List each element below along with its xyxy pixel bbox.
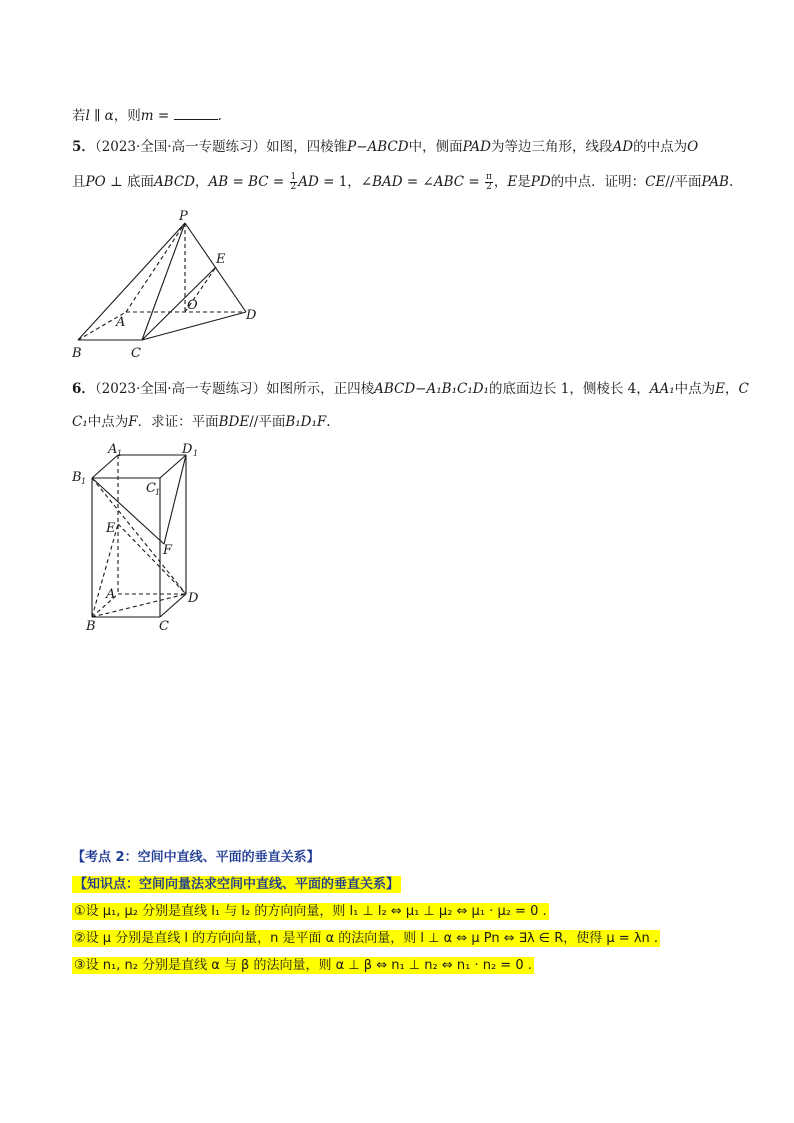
q5-seg: AD [612, 139, 634, 155]
q5-e: E [507, 174, 518, 190]
label-p: P [179, 209, 188, 224]
q4-end: . [217, 108, 222, 124]
q5-ab: AB [208, 174, 229, 190]
q5-text-b: 中，侧面 [408, 139, 463, 155]
q5-perp: ⊥ [105, 174, 127, 190]
label-d: D [188, 591, 199, 606]
q5-eq-b: = [228, 174, 249, 190]
q6-f: F [128, 414, 138, 430]
q5-pd: PD [530, 174, 551, 190]
q4-par: ∥ [89, 108, 105, 124]
q6-e: E [715, 381, 726, 397]
q6-text-b: 的底面边长 1，侧棱长 4， [488, 381, 650, 397]
q6-text-a: 如图所示，正四棱 [266, 381, 375, 397]
q4-m: m [140, 108, 154, 124]
label-a: A [116, 315, 126, 330]
q5-l2-g: . [728, 174, 734, 190]
q5-eq-f: = 1， [318, 174, 361, 190]
label-c: C [131, 346, 141, 361]
label-b: B [86, 619, 96, 634]
q5-ad: AD [298, 174, 319, 190]
q6-source: （2023·全国·高一专题练习） [94, 381, 267, 397]
pi-fraction [485, 173, 493, 192]
q5-l2-c: ， [493, 174, 508, 190]
pi-den: 2 [486, 182, 492, 192]
q6-l2-b: 中点为 [87, 414, 129, 430]
label-f: F [163, 543, 173, 558]
rule-1 [72, 900, 660, 919]
label-d1: D [182, 442, 193, 457]
q6-line1 [72, 377, 749, 397]
pi-num: π [485, 172, 492, 182]
q5-l2-e: 的中点．证明： [550, 174, 646, 190]
half-den: 2 [290, 182, 297, 192]
label-o: O [187, 298, 198, 313]
q4-mid: ，则 [113, 108, 141, 124]
q5-text-a: 如图，四棱锥 [266, 139, 348, 155]
knowledge-text: 【知识点：空间向量法求空间中直线、平面的垂直关系】 [74, 877, 400, 892]
q5-source: （2023·全国·高一专题练习） [94, 139, 267, 155]
q6-prism: ABCD−A₁B₁C₁D₁ [374, 381, 489, 397]
q6-text-c: 中点为 [674, 381, 716, 397]
label-c1: C [146, 481, 156, 496]
sub-c1: 1 [155, 488, 161, 497]
half-fraction [290, 173, 298, 192]
rule-3-text: ③设 n₁, n₂ 分别是直线 α 与 β 的法向量，则 α ⊥ β ⇔ n₁ ⊥ n₂ ⇔ n₁ · n₂ = 0 . [74, 958, 532, 973]
q6-l2-c: ．求证：平面 [137, 414, 219, 430]
sub-d1: 1 [193, 449, 199, 458]
half-num: 1 [290, 172, 297, 182]
q5-angle: ∠BAD = ∠ABC = [360, 174, 484, 190]
label-a1: A [108, 442, 118, 457]
q4-l: l [85, 108, 90, 124]
q5-l2-a: 且 [72, 174, 86, 190]
q6-c-end: C [738, 381, 749, 397]
q6-l2-e: . [326, 414, 331, 430]
q5-line2 [72, 170, 733, 192]
q5-text-c: 为等边三角形，线段 [491, 139, 613, 155]
label-d: D [246, 308, 257, 323]
rule-2 [72, 927, 660, 946]
label-e: E [106, 521, 116, 536]
q6-l2-d: //平面 [249, 414, 286, 430]
q5-o: O [687, 139, 699, 155]
q4-eq: = [153, 108, 174, 124]
rule-3 [72, 954, 660, 973]
q6-c1: C₁ [72, 414, 88, 430]
label-c: C [159, 619, 169, 634]
q5-pyramid: P−ABCD [347, 139, 409, 155]
q5-base: ABCD [153, 174, 196, 190]
q6-aa1: AA₁ [649, 381, 675, 397]
q5-pab: PAB [701, 174, 729, 190]
q5-l2-b: 底面 [126, 174, 154, 190]
q4-prefix: 若 [72, 108, 86, 124]
q5-bc: BC [248, 174, 269, 190]
label-b: B [72, 346, 82, 361]
label-a: A [106, 587, 116, 602]
rule-1-text: ①设 μ₁, μ₂ 分别是直线 l₁ 与 l₂ 的方向向量，则 l₁ ⊥ l₂ ⇔ μ₁ ⊥ μ₂ ⇔ μ₁ · μ₂ = 0 . [74, 904, 547, 919]
q4-alpha: α [104, 108, 114, 124]
q5-number: 5． [72, 139, 95, 155]
q6-b1d1f: B₁D₁F [285, 414, 327, 430]
q5-l2-d: 是 [517, 174, 531, 190]
q6-line2 [72, 410, 331, 430]
q6-number: 6． [72, 381, 95, 397]
prism-figure [70, 440, 220, 640]
label-b1: B [72, 470, 82, 485]
q5-sep: ， [195, 174, 209, 190]
q6-bde: BDE [218, 414, 250, 430]
q5-ce: CE [645, 174, 666, 190]
q5-po: PO [85, 174, 106, 190]
answer-blank[interactable] [174, 107, 218, 120]
q5-l2-f: //平面 [665, 174, 702, 190]
knowledge-title [72, 873, 660, 892]
sub-b1: 1 [81, 477, 87, 486]
kaodian-section [72, 846, 660, 973]
pyramid-figure [68, 205, 288, 365]
sub-a1: 1 [117, 449, 123, 458]
kaodian-title: 【考点 2：空间中直线、平面的垂直关系】 [72, 850, 320, 865]
q4-tail-line [72, 104, 222, 124]
q5-text-d: 的中点为 [633, 139, 688, 155]
label-e: E [216, 252, 226, 267]
q5-face: PAD [462, 139, 491, 155]
q5-line1 [72, 135, 698, 155]
q5-eq-d: = [268, 174, 289, 190]
q6-comma: ， [725, 381, 739, 397]
rule-2-text: ②设 μ 分别是直线 l 的方向向量，n 是平面 α 的法向量，则 l ⊥ α ⇔ μ Pn ⇔ ∃λ ∈ R，使得 μ = λn . [74, 931, 659, 946]
